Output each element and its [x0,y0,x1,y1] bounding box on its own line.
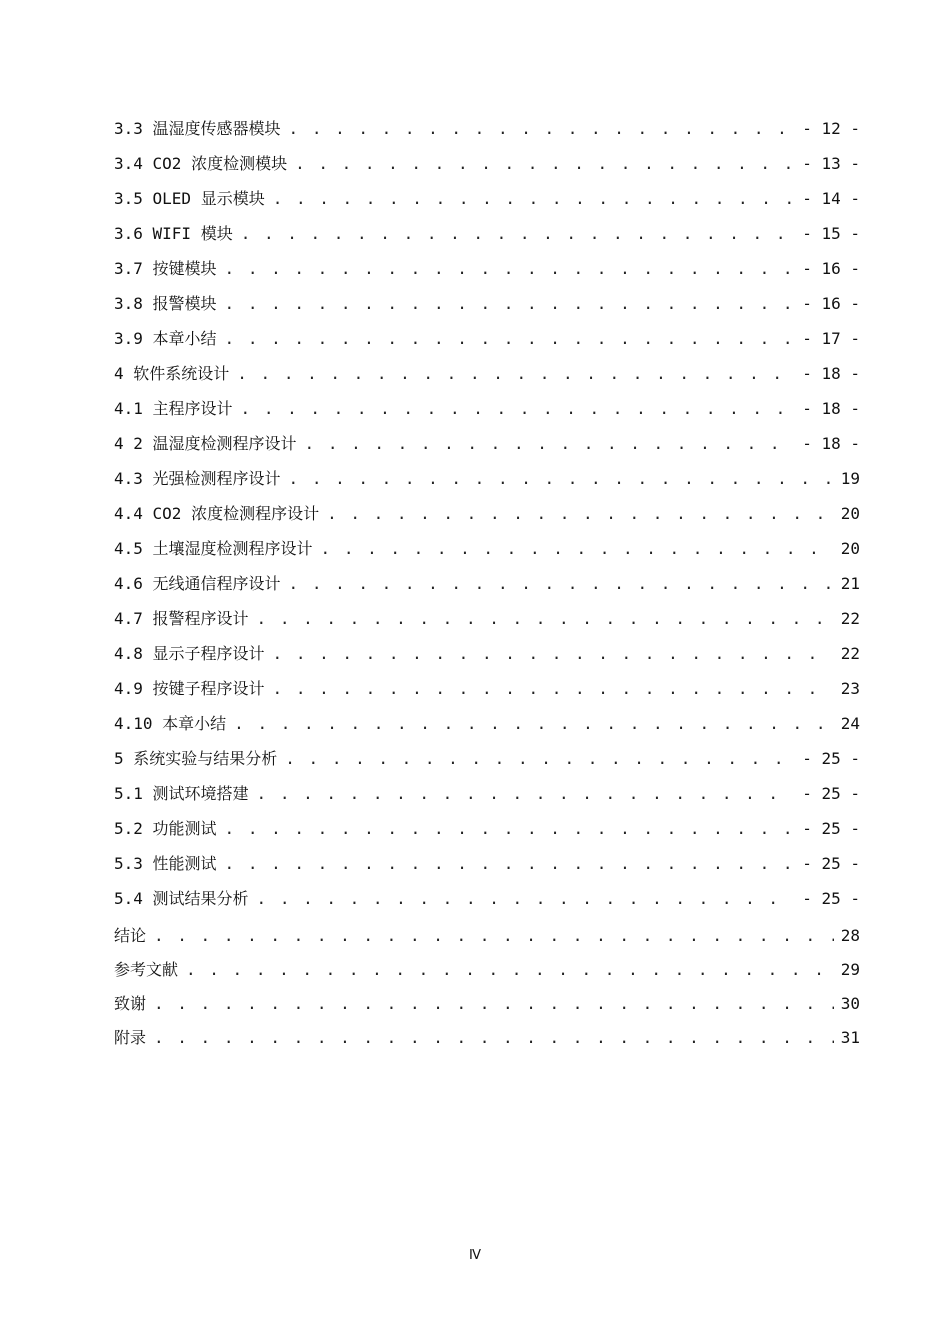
toc-entry[interactable] [114,146,860,181]
dot-leader [295,146,794,181]
toc-entry[interactable] [114,391,860,426]
toc-entry-label: 4.6 无线通信程序设计 [114,574,281,593]
dot-leader [225,811,794,846]
toc-entry[interactable] [114,356,860,391]
dot-leader [257,881,794,916]
toc-entry-page: 24 [840,714,860,733]
toc-entry-page: - 15 - [802,224,860,243]
toc-entry-page: - 16 - [802,294,860,313]
toc-entry-page: 23 [840,679,860,698]
toc-entry-page: - 14 - [802,189,860,208]
dot-leader [273,636,834,671]
dot-leader [225,321,794,356]
dot-leader [257,601,834,636]
toc-entry-page: - 25 - [802,819,860,838]
dot-leader [289,566,834,601]
toc-entry-label: 4.5 土壤湿度检测程序设计 [114,539,313,558]
toc-entry[interactable] [114,426,860,461]
toc-entry-label: 5.2 功能测试 [114,819,217,838]
toc-entry[interactable] [114,181,860,216]
toc-entry-page: 20 [840,504,860,523]
toc-entry[interactable] [114,846,860,881]
toc-entry[interactable] [114,601,860,636]
toc-entry[interactable] [114,706,860,741]
toc-entry-label: 参考文献 [114,960,179,979]
dot-leader [321,531,834,566]
toc-entry-page: 21 [840,574,860,593]
toc-entry-page: - 18 - [802,364,860,383]
toc-entry-label: 3.6 WIFI 模块 [114,224,233,243]
toc-entry-label: 3.5 OLED 显示模块 [114,189,265,208]
toc-entry[interactable] [114,671,860,706]
toc-entry-page: - 18 - [802,434,860,453]
toc-entry-label: 4.10 本章小结 [114,714,227,733]
toc-entry-page: 22 [840,644,860,663]
dot-leader [234,706,834,741]
toc-entry-label: 3.8 报警模块 [114,294,217,313]
dot-leader [186,953,834,987]
toc-entry[interactable] [114,776,860,811]
toc-entry[interactable] [114,496,860,531]
toc-entry[interactable] [114,953,860,987]
page-number: Ⅳ [469,1247,481,1262]
toc-entry-label: 4.7 报警程序设计 [114,609,249,628]
toc-entry[interactable] [114,286,860,321]
dot-leader [225,846,794,881]
toc-entry-label: 附录 [114,1028,147,1047]
toc-entry[interactable] [114,811,860,846]
toc-entry-label: 3.4 CO2 浓度检测模块 [114,154,288,173]
dot-leader [273,671,834,706]
dot-leader [237,356,794,391]
toc-entry-page: 22 [840,609,860,628]
toc-entry-page: 28 [840,926,860,945]
toc-entry[interactable] [114,111,860,146]
toc-entry-page: 19 [840,469,860,488]
toc-entry-page: - 17 - [802,329,860,348]
dot-leader [289,461,834,496]
dot-leader [285,741,794,776]
toc-entry-label: 4.1 主程序设计 [114,399,233,418]
dot-leader [225,286,794,321]
toc-entry-label: 4 2 温湿度检测程序设计 [114,434,297,453]
toc-entry-page: 31 [840,1028,860,1047]
dot-leader [289,111,794,146]
toc-entry[interactable] [114,566,860,601]
toc-entry-label: 致谢 [114,994,147,1013]
toc-entry-label: 4.9 按键子程序设计 [114,679,265,698]
dot-leader [241,391,794,426]
toc-entry-label: 5.4 测试结果分析 [114,889,249,908]
dot-leader [273,181,794,216]
toc-entry[interactable] [114,531,860,566]
dot-leader [154,919,834,953]
toc-entry-page: - 25 - [802,889,860,908]
toc-entry-page: - 25 - [802,854,860,873]
toc-entry[interactable] [114,741,860,776]
toc-entry[interactable] [114,881,860,916]
toc-entry[interactable] [114,919,860,953]
toc-entry-label: 4.8 显示子程序设计 [114,644,265,663]
toc-entry-page: - 18 - [802,399,860,418]
toc-entry-page: 29 [840,960,860,979]
toc-entry-label: 3.9 本章小结 [114,329,217,348]
toc-entry-page: - 12 - [802,119,860,138]
toc-entry-page: - 25 - [802,749,860,768]
toc-entry-page: 30 [840,994,860,1013]
toc-entry-label: 5.1 测试环境搭建 [114,784,249,803]
toc-entry[interactable] [114,1021,860,1055]
toc-entry[interactable] [114,461,860,496]
toc-entry-page: - 13 - [802,154,860,173]
table-of-contents [114,111,860,1055]
toc-entry[interactable] [114,251,860,286]
toc-entry-label: 结论 [114,926,147,945]
toc-entry-page: 20 [840,539,860,558]
toc-entry[interactable] [114,321,860,356]
toc-entry-label: 4 软件系统设计 [114,364,230,383]
toc-entry-label: 4.4 CO2 浓度检测程序设计 [114,504,320,523]
toc-entry-page: - 16 - [802,259,860,278]
toc-entry-label: 5 系统实验与结果分析 [114,749,278,768]
toc-entry-label: 3.3 温湿度传感器模块 [114,119,281,138]
dot-leader [241,216,794,251]
toc-entry-page: - 25 - [802,784,860,803]
toc-entry-label: 5.3 性能测试 [114,854,217,873]
dot-leader [154,987,834,1021]
dot-leader [225,251,794,286]
dot-leader [327,496,834,531]
toc-entry[interactable] [114,636,860,671]
dot-leader [154,1021,834,1055]
toc-entry-label: 3.7 按键模块 [114,259,217,278]
toc-entry-label: 4.3 光强检测程序设计 [114,469,281,488]
dot-leader [257,776,794,811]
toc-entry[interactable] [114,987,860,1021]
toc-entry[interactable] [114,216,860,251]
dot-leader [305,426,794,461]
